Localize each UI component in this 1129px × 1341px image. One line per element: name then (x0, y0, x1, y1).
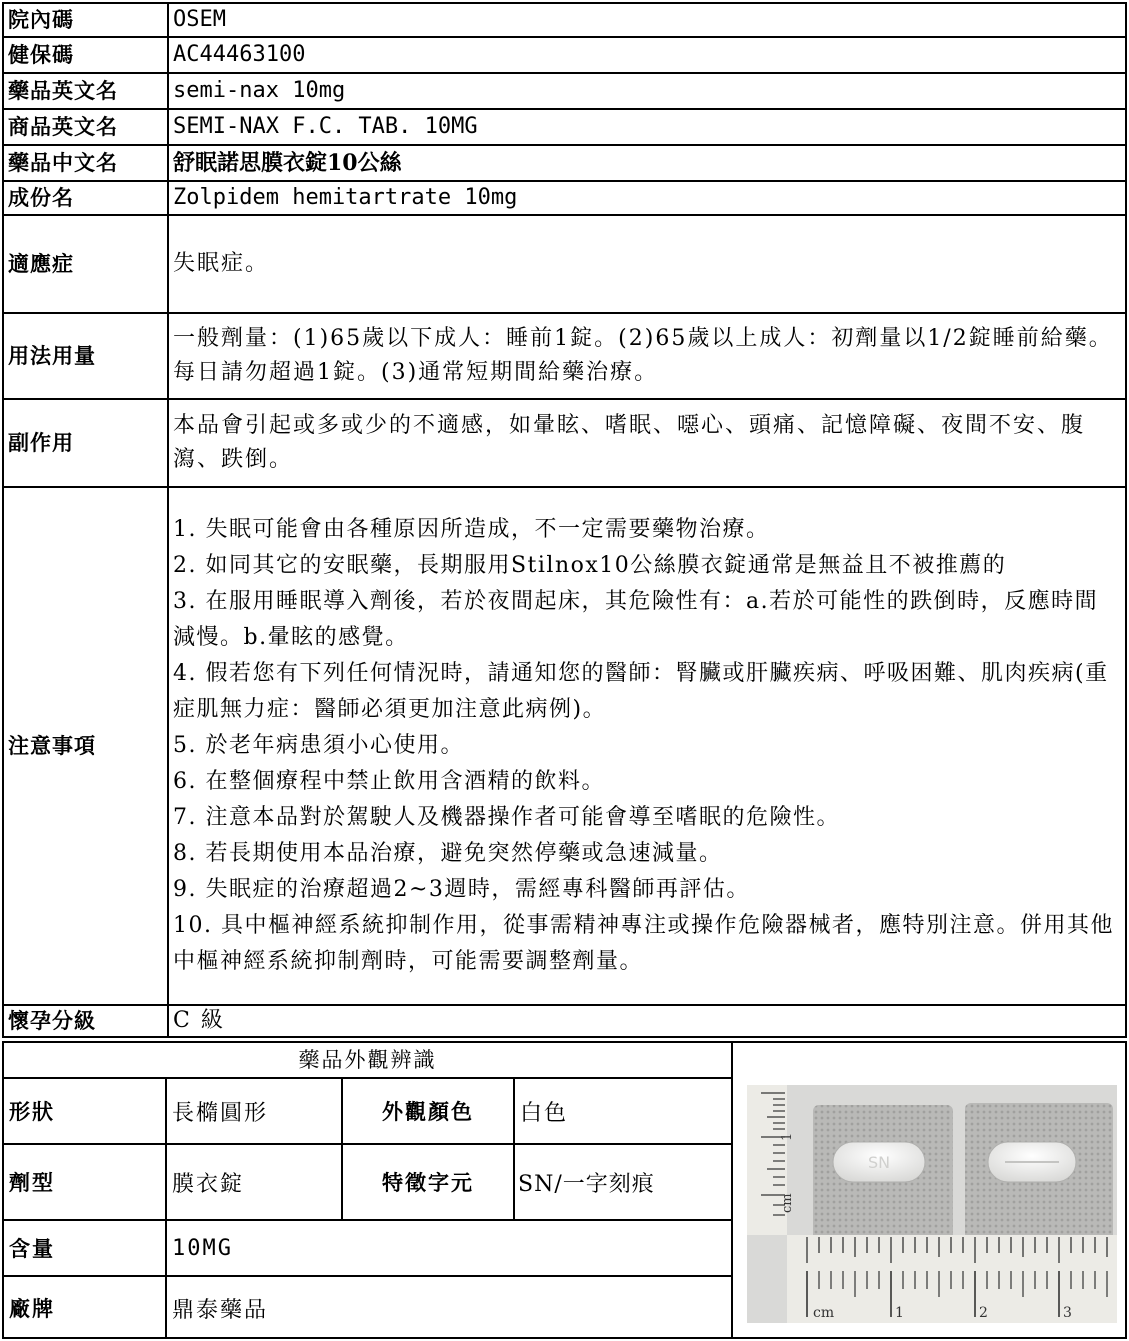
value-dosage: 一般劑量：(1)65歲以下成人：睡前1錠。(2)65歲以上成人：初劑量以1/2錠睡前給藥。每日請勿超過1錠。(3)通常短期間給藥治療。 (168, 313, 1126, 399)
value-precautions (168, 487, 1126, 1005)
row-pregnancy (3, 1005, 1126, 1037)
drug-info-table (2, 2, 1127, 1038)
row-drug-chinese-name (3, 145, 1126, 181)
row-hospital-code (3, 3, 1126, 37)
form-label: 劑型 (9, 1171, 55, 1195)
value-drug-chinese-name: 舒眠諾思膜衣錠10公絲 (168, 145, 1126, 181)
manufacturer-value: 鼎泰藥品 (172, 1297, 269, 1323)
marking-label: 特徵字元 (382, 1171, 474, 1195)
strength-value: 10MG (172, 1235, 233, 1261)
precaution-item: 1. 失眠可能會由各種原因所造成，不一定需要藥物治療。 (173, 517, 770, 542)
value-drug-english-name: semi-nax 10mg (168, 73, 1126, 109)
ruler-horizontal-unit: cm (813, 1305, 835, 1321)
precaution-item: 9. 失眠症的治療超過2~3週時，需經專科醫師再評估。 (173, 877, 750, 902)
color-label: 外觀顏色 (382, 1100, 474, 1124)
value-pregnancy: C 級 (168, 1005, 1126, 1037)
label-dosage: 用法用量 (3, 313, 168, 399)
row-drug-english-name (3, 73, 1126, 109)
manufacturer-label: 廠牌 (9, 1297, 55, 1321)
row-ingredient (3, 181, 1126, 215)
label-ingredient: 成份名 (3, 181, 168, 215)
ruler-vertical-number: 1 (780, 1132, 795, 1141)
appearance-details (4, 1043, 731, 1339)
row-side-effects (3, 399, 1126, 487)
precaution-item: 3. 在服用睡眠導入劑後，若於夜間起床，其危險性有：a.若於可能性的跌倒時，反應時間減慢。b.暈眩的感覺。 (173, 589, 1099, 650)
strength-label: 含量 (9, 1237, 55, 1261)
value-indication: 失眠症。 (168, 215, 1126, 313)
precaution-item: 5. 於老年病患須小心使用。 (173, 733, 464, 758)
appearance-photo-cell (731, 1043, 1127, 1339)
label-drug-english-name: 藥品英文名 (3, 73, 168, 109)
tablet-photo (747, 1085, 1117, 1323)
label-pregnancy: 懷孕分級 (3, 1005, 168, 1037)
label-precautions: 注意事項 (3, 487, 168, 1005)
marking-value: SN/一字刻痕 (518, 1171, 655, 1197)
precaution-item: 4. 假若您有下列任何情況時，請通知您的醫師：腎臟或肝臟疾病、呼吸困難、肌肉疾病(重症肌無力症：醫師必須更加注意此病例)。 (173, 661, 1109, 722)
color-value: 白色 (520, 1100, 569, 1126)
precaution-item: 6. 在整個療程中禁止飲用含酒精的飲料。 (173, 769, 605, 794)
appearance-section (2, 1041, 1127, 1339)
precaution-item: 10. 具中樞神經系統抑制作用，從事需精神專注或操作危險器械者，應特別注意。併用其他中樞神經系統抑制劑時，可能需要調整劑量。 (173, 913, 1114, 974)
precaution-item: 8. 若長期使用本品治療，避免突然停藥或急速減量。 (173, 841, 723, 866)
row-precautions (3, 487, 1126, 1005)
value-hospital-code: OSEM (168, 3, 1126, 37)
ruler-horizontal-number: 1 (895, 1305, 904, 1321)
label-brand-english-name: 商品英文名 (3, 109, 168, 145)
row-dosage (3, 313, 1126, 399)
tablet-imprint: SN (867, 1153, 891, 1172)
precaution-item: 7. 注意本品對於駕駛人及機器操作者可能會導至嗜眠的危險性。 (173, 805, 840, 830)
label-nhi-code: 健保碼 (3, 37, 168, 73)
shape-value: 長橢圓形 (172, 1100, 269, 1126)
row-indication (3, 215, 1126, 313)
shape-label: 形狀 (9, 1100, 55, 1124)
form-value: 膜衣錠 (172, 1171, 245, 1197)
ruler-horizontal-number: 3 (1063, 1305, 1072, 1321)
ruler-vertical-unit: cm (780, 1193, 795, 1213)
ruler-horizontal-number: 2 (979, 1305, 988, 1321)
value-brand-english-name: SEMI-NAX F.C. TAB. 10MG (168, 109, 1126, 145)
value-side-effects: 本品會引起或多或少的不適感，如暈眩、嗜眠、噁心、頭痛、記憶障礙、夜間不安、腹瀉、跌倒。 (168, 399, 1126, 487)
precaution-item: 2. 如同其它的安眠藥，長期服用Stilnox10公絲膜衣錠通常是無益且不被推薦的 (173, 553, 1007, 578)
label-drug-chinese-name: 藥品中文名 (3, 145, 168, 181)
value-ingredient: Zolpidem hemitartrate 10mg (168, 181, 1126, 215)
label-side-effects: 副作用 (3, 399, 168, 487)
appearance-heading: 藥品外觀辨識 (4, 1043, 731, 1079)
row-brand-english-name (3, 109, 1126, 145)
label-indication: 適應症 (3, 215, 168, 313)
label-hospital-code: 院內碼 (3, 3, 168, 37)
value-nhi-code: AC44463100 (168, 37, 1126, 73)
row-nhi-code (3, 37, 1126, 73)
